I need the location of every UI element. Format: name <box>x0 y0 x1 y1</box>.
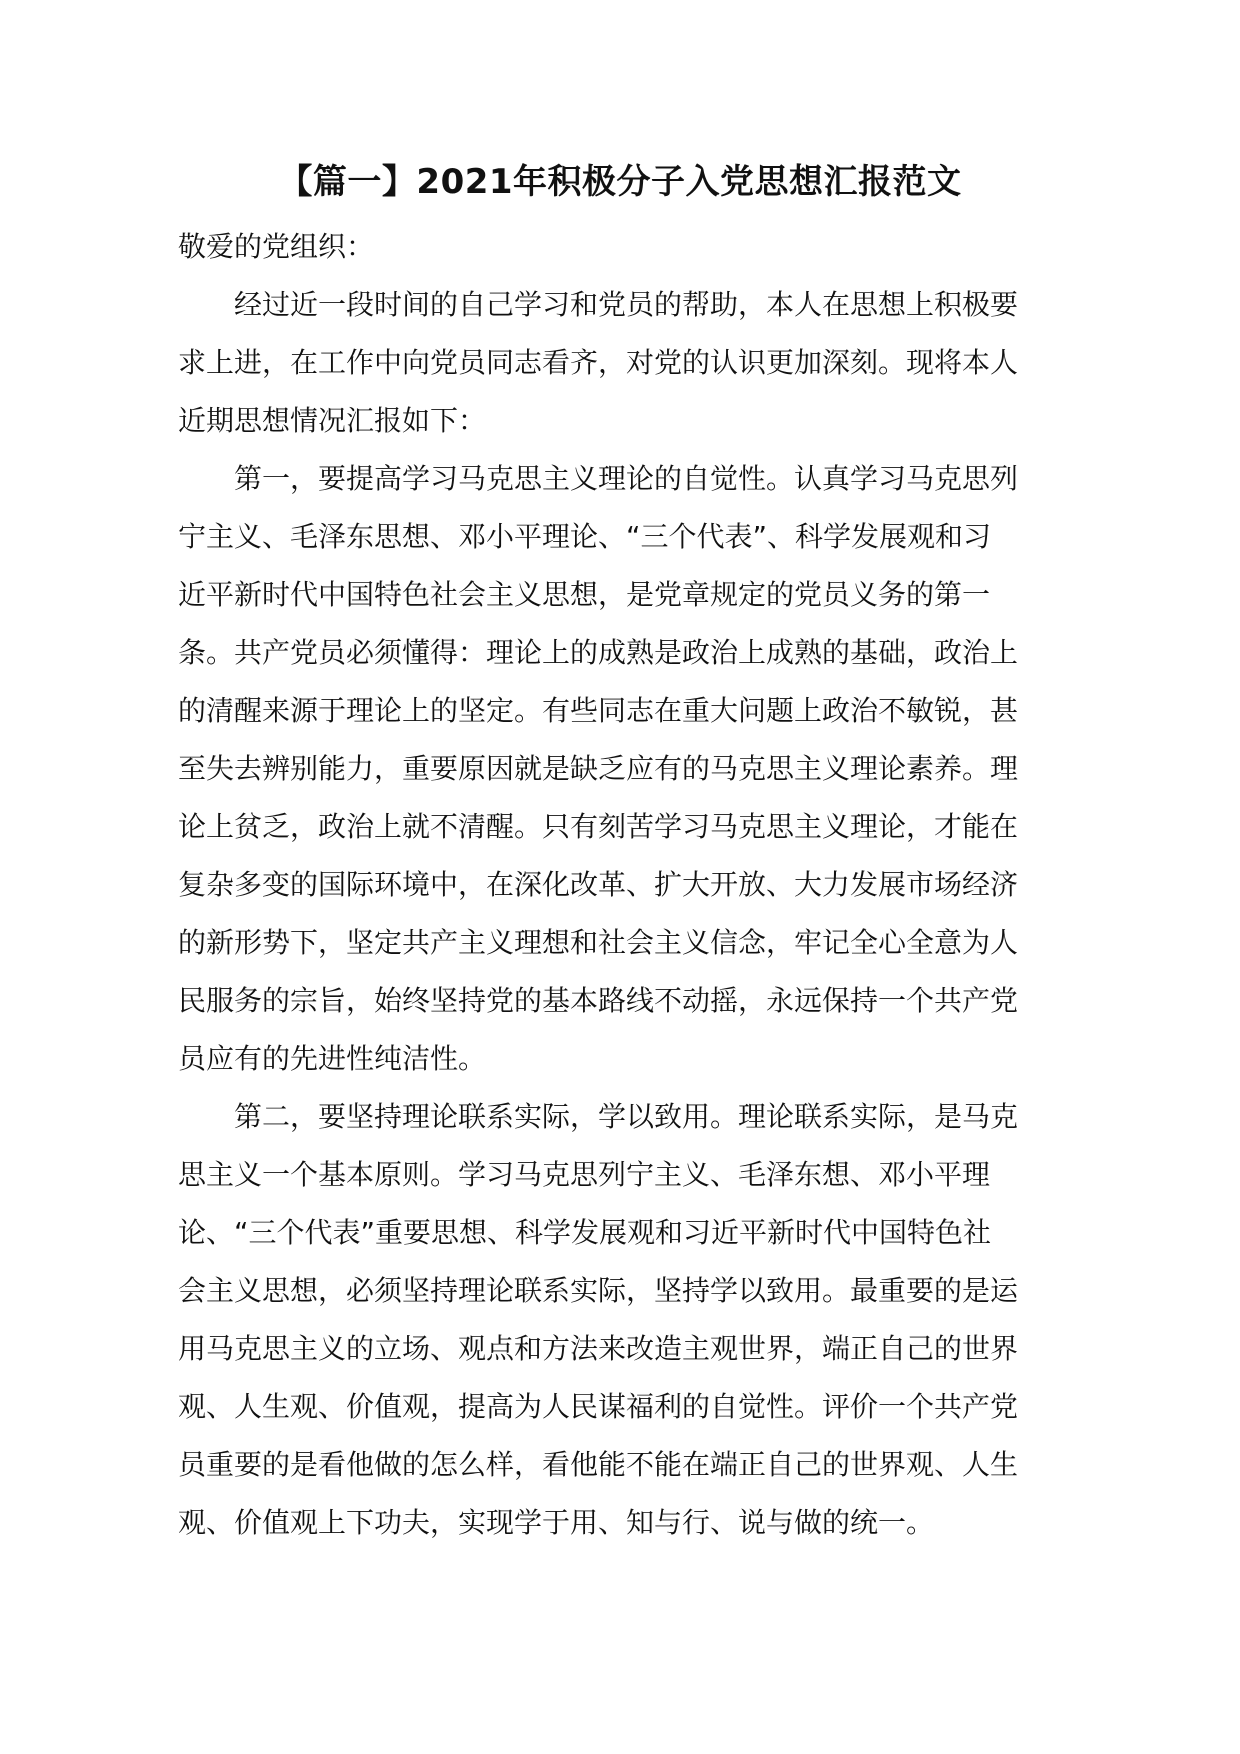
text-line: 观、价值观上下功夫，实现学于用、知与行、说与做的统一。 <box>178 1506 935 1539</box>
paragraph-intro <box>178 276 1058 450</box>
text-line: 至失去辨别能力，重要原因就是缺乏应有的马克思主义理论素养。理 <box>178 752 1019 785</box>
document-body <box>178 218 1058 1552</box>
paragraph-second-point <box>178 1088 1058 1552</box>
text-line: 近平新时代中国特色社会主义思想，是党章规定的党员义务的第一 <box>178 578 991 611</box>
text-line: 条。共产党员必须懂得：理论上的成熟是政治上成熟的基础，政治上 <box>178 636 1019 669</box>
text-line: 会主义思想，必须坚持理论联系实际，坚持学以致用。最重要的是运 <box>178 1274 1019 1307</box>
text-line: 的清醒来源于理论上的坚定。有些同志在重大问题上政治不敏锐，甚 <box>178 694 1019 727</box>
text-line: 观、人生观、价值观，提高为人民谋福利的自觉性。评价一个共产党 <box>178 1390 1019 1423</box>
salutation: 敬爱的党组织： <box>178 230 375 263</box>
text-line: 民服务的宗旨，始终坚持党的基本路线不动摇，永远保持一个共产党 <box>178 984 1019 1017</box>
text-line: 第二，要坚持理论联系实际，学以致用。理论联系实际，是马克 <box>234 1100 1019 1133</box>
text-line: 的新形势下，坚定共产主义理想和社会主义信念，牢记全心全意为人 <box>178 926 1019 959</box>
text-line: 用马克思主义的立场、观点和方法来改造主观世界，端正自己的世界 <box>178 1332 1019 1365</box>
paragraph-first-point <box>178 450 1058 1088</box>
text-line: 员应有的先进性纯洁性。 <box>178 1042 487 1075</box>
text-line: 宁主义、毛泽东思想、邓小平理论、“三个代表”、科学发展观和习 <box>178 520 992 553</box>
text-line: 员重要的是看他做的怎么样，看他能不能在端正自己的世界观、人生 <box>178 1448 1019 1481</box>
text-line: 近期思想情况汇报如下： <box>178 404 487 437</box>
document-title: 【篇一】2021年积极分子入党思想汇报范文 <box>278 162 962 202</box>
text-line: 复杂多变的国际环境中，在深化改革、扩大开放、大力发展市场经济 <box>178 868 1019 901</box>
text-line: 论、“三个代表”重要思想、科学发展观和习近平新时代中国特色社 <box>178 1216 992 1249</box>
text-line: 思主义一个基本原则。学习马克思列宁主义、毛泽东想、邓小平理 <box>178 1158 991 1191</box>
text-line: 第一，要提高学习马克思主义理论的自觉性。认真学习马克思列 <box>234 462 1019 495</box>
text-line: 经过近一段时间的自己学习和党员的帮助，本人在思想上积极要 <box>234 288 1019 321</box>
text-line: 论上贫乏，政治上就不清醒。只有刻苦学习马克思主义理论，才能在 <box>178 810 1019 843</box>
text-line: 求上进，在工作中向党员同志看齐，对党的认识更加深刻。现将本人 <box>178 346 1019 379</box>
